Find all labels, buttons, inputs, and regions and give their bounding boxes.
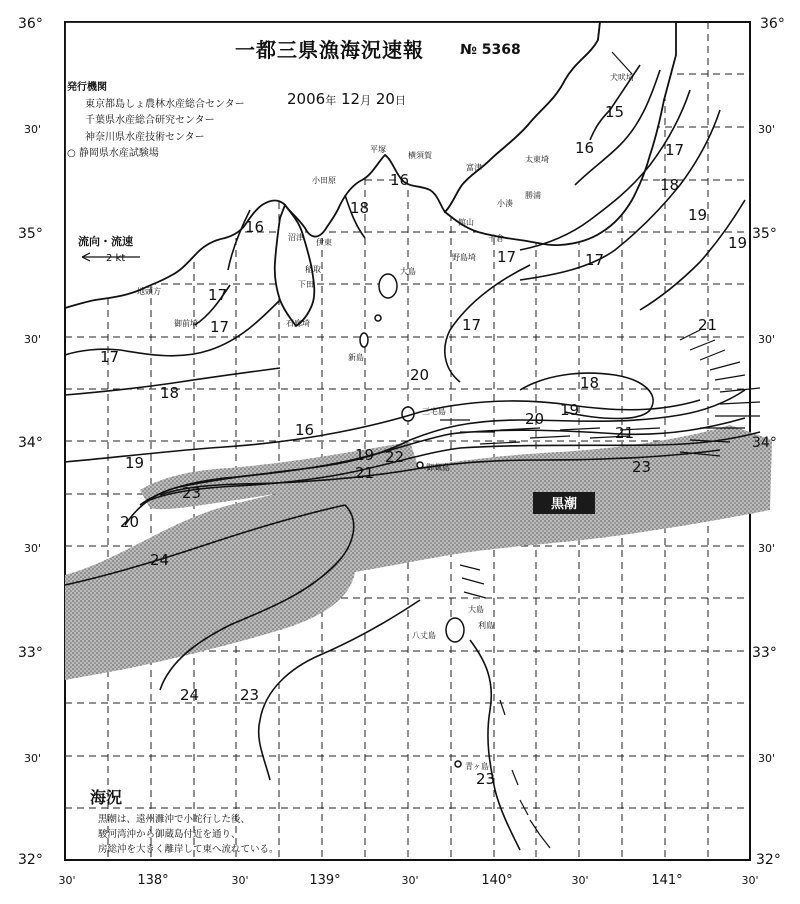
isotherm-label: 16: [390, 171, 410, 189]
sea-condition-line: 房総沖を大きく離岸して東へ流れている。: [98, 844, 279, 856]
place-name: 利島: [478, 621, 494, 630]
issuer-item: ○ 静岡県水産試験場: [67, 148, 159, 159]
oshima-island: [379, 274, 397, 298]
lat-label: 35°: [752, 226, 777, 242]
place-name: 小田原: [312, 176, 336, 185]
place-name: 地頭方: [137, 287, 161, 296]
sea-condition-line: 黒潮は、遠州灘沖で小蛇行した後、: [98, 814, 251, 825]
isotherm-label: 20: [410, 366, 430, 384]
isotherm-label: 17: [100, 348, 120, 366]
lat-label: 30': [24, 333, 42, 346]
date-month-unit: 月: [360, 94, 372, 107]
aogashima-island: [455, 761, 461, 767]
place-name: 横須賀: [408, 151, 432, 160]
lon-label: 140°: [481, 873, 513, 888]
lon-label: 141°: [651, 873, 683, 888]
place-name: 稲取: [305, 265, 321, 274]
isotherm-label: 17: [585, 251, 605, 269]
place-name: 下田: [298, 280, 314, 289]
lat-label: 34°: [752, 435, 777, 451]
lon-label: 30': [741, 874, 759, 887]
map-title: 一都三県漁海況速報: [235, 38, 424, 62]
place-name: 野島埼: [452, 253, 476, 262]
isotherm-label: 18: [350, 199, 370, 217]
lon-label: 138°: [137, 873, 169, 888]
isotherm-label: 23: [476, 770, 496, 788]
isotherm-label: 24: [180, 686, 200, 704]
sea-condition-line: 駿河湾沖から御蔵島付近を通り、: [98, 829, 241, 841]
issuer-item: 千葉県水産総合研究センター: [85, 115, 215, 126]
isotherm-label: 21: [698, 316, 718, 334]
lon-label: 30': [58, 874, 76, 887]
issue-date: [287, 90, 406, 109]
isotherm-label: 16: [575, 139, 595, 157]
isotherm-label: 21: [355, 464, 375, 482]
isotherm-label: 23: [632, 458, 652, 476]
sea-condition-heading: 海況: [90, 788, 123, 807]
place-name: 富津: [466, 163, 482, 172]
issuer-heading: 発行機関: [67, 82, 107, 93]
place-name: 石廊埼: [286, 319, 310, 328]
place-name: 太東埼: [525, 155, 549, 164]
isotherm-label: 17: [462, 316, 482, 334]
lon-label: 30': [401, 874, 419, 887]
isotherm-label: 17: [665, 141, 685, 159]
issue-number: № 5368: [460, 42, 521, 58]
kuroshio-label: 黒潮: [550, 497, 578, 512]
place-name: 御蔵島: [426, 463, 450, 472]
isotherm-label: 19: [688, 206, 708, 224]
isotherm-label: 18: [160, 384, 180, 402]
isotherm-label: 19: [125, 454, 145, 472]
isotherm-label: 22: [385, 448, 405, 466]
lat-label: 30': [758, 123, 776, 136]
lat-label: 30': [758, 752, 776, 765]
isotherm-label: 15: [605, 103, 625, 121]
issuer-item: 東京都島しょ農林水産総合センター: [85, 98, 245, 110]
place-name: 大島: [400, 267, 416, 276]
lat-label: 34°: [18, 435, 43, 451]
place-name: 千倉: [488, 234, 504, 243]
isotherm-label: 18: [580, 374, 600, 392]
mikurajima-island: [417, 462, 423, 468]
lat-label: 36°: [18, 16, 43, 32]
lat-label: 33°: [18, 645, 43, 661]
isotherm-label: 16: [295, 421, 315, 439]
place-name: 小湊: [497, 199, 513, 208]
isotherm-label: 21: [615, 424, 635, 442]
lat-label: 32°: [756, 852, 781, 868]
place-name: 勝浦: [525, 191, 541, 200]
isotherm-label: 20: [525, 410, 545, 428]
lat-label: 30': [24, 123, 42, 136]
place-name: 青ヶ島: [465, 762, 489, 771]
place-name: 館山: [458, 218, 474, 227]
date-day: 20: [375, 90, 395, 108]
place-name: 平塚: [370, 145, 386, 154]
place-name: 新島: [348, 353, 364, 362]
place-name: 大島: [468, 605, 484, 614]
hachijojima-island: [446, 618, 464, 642]
issuer-block: [67, 82, 245, 165]
isotherm-label: 18: [660, 176, 680, 194]
isotherm-label: 20: [120, 513, 140, 531]
place-name: 沼津: [288, 233, 304, 242]
date-year-unit: 年: [325, 94, 337, 107]
date-day-unit: 日: [394, 94, 406, 107]
place-name: 八丈島: [412, 631, 436, 640]
lat-label: 30': [24, 752, 42, 765]
isotherm-label: 19: [355, 446, 375, 464]
lon-label: 30': [571, 874, 589, 887]
current-legend-label: 流向・流速: [78, 235, 133, 248]
isotherm-label: 19: [728, 234, 748, 252]
sea-condition-text: [98, 812, 279, 858]
isotherm-label: 16: [245, 218, 265, 236]
isotherm-label: 17: [208, 286, 228, 304]
issuer-item: 神奈川県水産技術センター: [85, 131, 205, 143]
kuroshio-label-box: [533, 492, 595, 514]
lat-label: 33°: [752, 645, 777, 661]
current-legend-scale: 2 kt: [106, 252, 126, 264]
place-name: 犬吠埼: [610, 73, 634, 82]
isotherm-label: 23: [182, 484, 202, 502]
place-name: 三宅島: [422, 407, 446, 416]
isotherm-label: 23: [240, 686, 260, 704]
lat-label: 32°: [18, 852, 43, 868]
lon-label: 139°: [309, 873, 341, 888]
place-name: 伊東: [316, 238, 332, 247]
niijima-island: [360, 333, 368, 347]
lat-label: 35°: [18, 226, 43, 242]
date-year: 2006: [287, 90, 326, 108]
isotherm-label: 24: [150, 551, 170, 569]
isotherm-label: 17: [497, 248, 517, 266]
lat-label: 36°: [760, 16, 785, 32]
date-month: 12: [340, 90, 361, 108]
lat-label: 30': [758, 333, 776, 346]
isotherm-label: 17: [210, 318, 230, 336]
lat-label: 30': [24, 542, 42, 555]
place-name: 御前埼: [174, 319, 198, 328]
lat-label: 30': [758, 542, 776, 555]
lon-label: 30': [231, 874, 249, 887]
toshima-island: [375, 315, 381, 321]
current-legend: [78, 235, 133, 265]
isotherm-label: 19: [560, 401, 580, 419]
